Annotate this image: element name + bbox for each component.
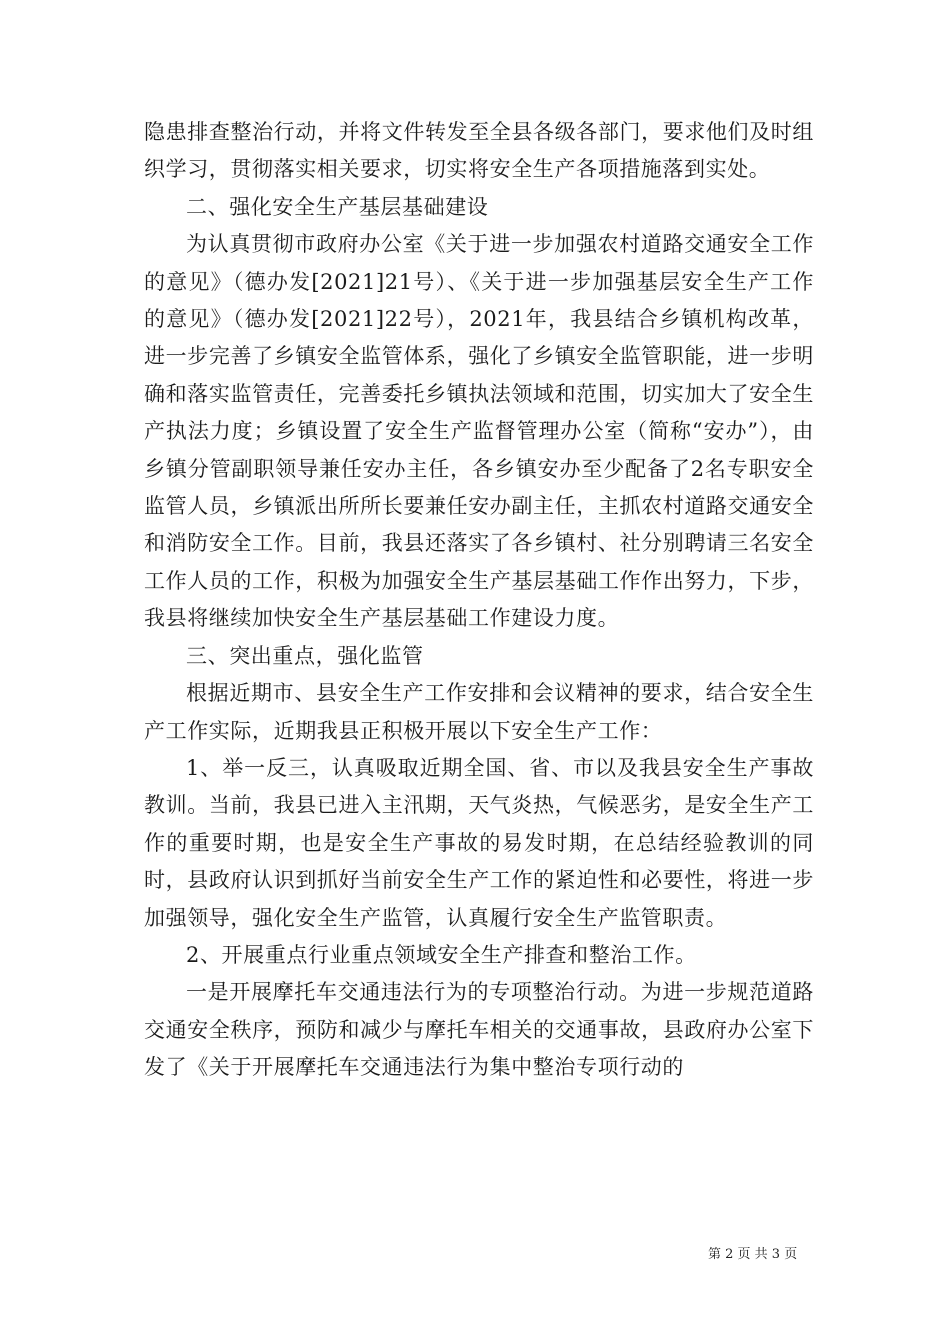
page-number-footer: 第 2 页 共 3 页 [708, 1247, 798, 1262]
heading-section-2: 二、强化安全生产基层基础建设 [186, 194, 489, 219]
paragraph-item-2: 2、开展重点行业重点领域安全生产排查和整治工作。 [186, 942, 697, 967]
paragraph-item-1: 1、举一反三，认真吸取近期全国、省、市以及我县安全生产事故教训。当前，我县已进入主汛期，天气炎热，气候恶劣，是安全生产工作的重要时期，也是安全生产事故的易发时期，在总结经验教训的同时，县政府认识到抓好当前安全生产工作的紧迫性和必要性，将进一步加强领导，强化安全生产监管，认真履行安全生产监管职责。 [144, 755, 814, 930]
paragraph-1: 隐患排查整治行动，并将文件转发至全县各级各部门，要求他们及时组织学习，贯彻落实相关要求，切实将安全生产各项措施落到实处。 [144, 120, 814, 182]
paragraph-2: 为认真贯彻市政府办公室《关于进一步加强农村道路交通安全工作的意见》（德办发[2021]21号）、《关于进一步加强基层安全生产工作的意见》（德办发[2021]22号），2021年，我县结合乡镇机构改革，进一步完善了乡镇安全监管体系，强化了乡镇安全监管职能，进一步明确和落实监管责任，完善委托乡镇执法领域和范围，切实加大了安全生产执法力度；乡镇设置了安全生产监督管理办公室（简称“安办”），由乡镇分管副职领导兼任安办主任，各乡镇安办至少配备了2名专职安全监管人员，乡镇派出所所长要兼任安办副主任，主抓农村道路交通安全和消防安全工作。目前，我县还落实了各乡镇村、社分别聘请三名安全工作人员的工作，积极为加强安全生产基层基础工作作出努力，下步，我县将继续加快安全生产基层基础工作建设力度。 [144, 232, 814, 631]
paragraph-4: 一是开展摩托车交通违法行为的专项整治行动。为进一步规范道路交通安全秩序，预防和减少与摩托车相关的交通事故，县政府办公室下发了《关于开展摩托车交通违法行为集中整治专项行动的 [144, 980, 814, 1080]
heading-section-3: 三、突出重点，强化监管 [186, 643, 424, 668]
paragraph-3: 根据近期市、县安全生产工作安排和会议精神的要求，结合安全生产工作实际，近期我县正积极开展以下安全生产工作： [144, 681, 814, 743]
document-body [144, 114, 814, 1087]
